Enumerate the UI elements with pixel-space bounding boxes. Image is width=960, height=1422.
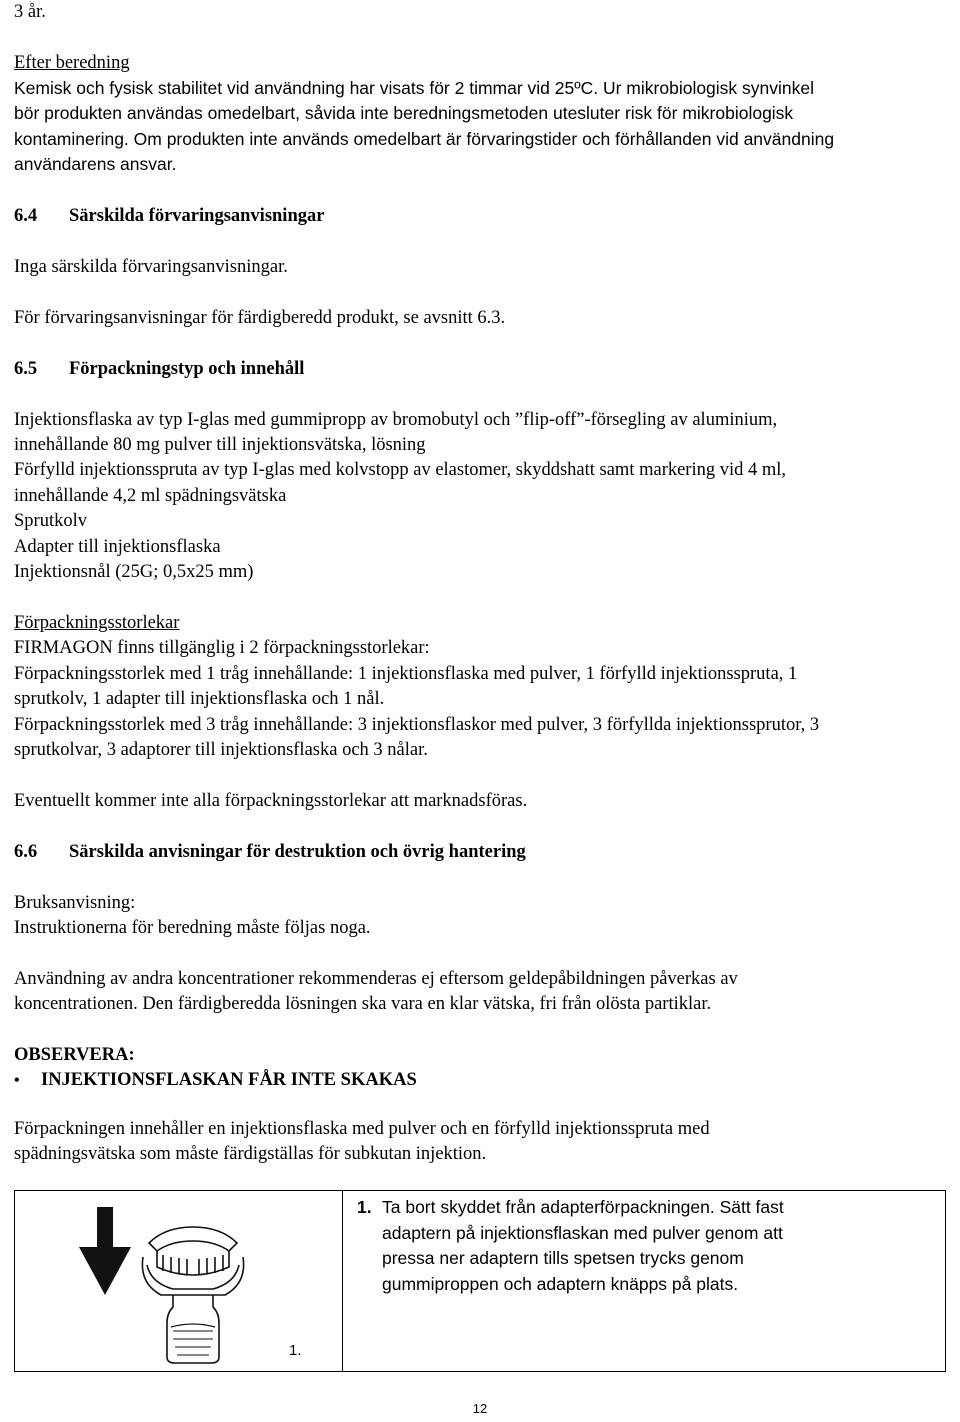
pack-line: sprutkolvar, 3 adaptorer till injektionsflaska och 3 nålar.	[14, 740, 428, 760]
sec65-line: Adapter till injektionsflaska	[14, 537, 221, 557]
after-prep-line: Kemisk och fysisk stabilitet vid användning har visats för 2 timmar vid 25ºC. Ur mikrobiologisk synvinkel	[14, 78, 815, 98]
section-number: 6.4	[14, 206, 38, 226]
warning-text: INJEKTIONSFLASKAN FÅR INTE SKAKAS	[41, 1070, 417, 1090]
section-number: 6.6	[14, 842, 38, 862]
pack-line: sprutkolv, 1 adapter till injektionsflaska och 1 nål.	[14, 689, 385, 709]
section-title: Förpackningstyp och innehåll	[69, 359, 305, 379]
vial-icon	[167, 1295, 219, 1363]
package-line: spädningsvätska som måste färdigställas för subkutan injektion.	[14, 1144, 487, 1164]
pack-sizes-heading: Förpackningsstorlekar	[14, 613, 180, 633]
step-line: Ta bort skyddet från adapterförpackningen. Sätt fast	[382, 1197, 784, 1217]
observe-label: OBSERVERA:	[14, 1045, 135, 1065]
after-prep-line: bör produkten användas omedelbart, såvida inte beredningsmetoden utesluter risk för mikrobiologisk	[14, 103, 794, 123]
sec65-line: Injektionsflaska av typ I-glas med gummipropp av bromobutyl och ”flip-off”-försegling av aluminium,	[14, 410, 778, 430]
section-6-4-heading	[14, 204, 324, 230]
step-line: pressa ner adaptern tills spetsen trycks genom	[382, 1248, 744, 1268]
step-line: adaptern på injektionsflaskan med pulver genom att	[382, 1222, 783, 1243]
section-6-5-heading	[14, 357, 304, 383]
page-number: 12	[472, 1401, 488, 1416]
pack-note: Eventuellt kommer inte alla förpackningsstorlekar att marknadsföras.	[14, 791, 528, 811]
step-number: 1.	[357, 1197, 372, 1217]
instructions-label: Bruksanvisning:	[14, 893, 136, 913]
down-arrow-icon	[79, 1207, 131, 1295]
adapter-vial-illustration	[15, 1191, 342, 1371]
section-title: Särskilda förvaringsanvisningar	[69, 206, 325, 226]
bullet-icon: •	[14, 1072, 20, 1089]
sec64-para1: Inga särskilda förvaringsanvisningar.	[14, 257, 288, 277]
step-1-table	[14, 1190, 946, 1372]
after-prep-line: användarens ansvar.	[14, 154, 177, 174]
top-line: 3 år.	[14, 2, 46, 22]
figure-label: 1.	[289, 1342, 302, 1359]
pack-line: FIRMAGON finns tillgänglig i 2 förpackningsstorlekar:	[14, 638, 430, 658]
step-line: gummiproppen och adaptern knäpps på plats.	[382, 1273, 739, 1294]
sec65-line: innehållande 4,2 ml spädningsvätska	[14, 486, 287, 506]
sec65-line: Injektionsnål (25G; 0,5x25 mm)	[14, 562, 254, 582]
sec65-line: innehållande 80 mg pulver till injektionsvätska, lösning	[14, 435, 426, 455]
step-1-instructions	[357, 1195, 937, 1305]
after-prep-line: kontaminering. Om produkten inte används omedelbart är förvaringstider och förhållanden vid användning	[14, 129, 835, 149]
after-prep-heading: Efter beredning	[14, 53, 130, 73]
warning-bullet-item	[14, 1068, 417, 1094]
instructions-text: Instruktionerna för beredning måste följas noga.	[14, 918, 371, 938]
concentration-line: koncentrationen. Den färdigberedda lösningen ska vara en klar vätska, fri från olösta partiklar.	[14, 994, 712, 1014]
section-number: 6.5	[14, 359, 38, 379]
pack-line: Förpackningsstorlek med 3 tråg innehållande: 3 injektionsflaskor med pulver, 3 förfyllda injektionssprutor, 3	[14, 715, 820, 735]
section-6-6-heading	[14, 840, 526, 866]
vial-adapter-icon	[142, 1227, 243, 1295]
concentration-line: Användning av andra koncentrationer rekommenderas ej eftersom geldepåbildningen påverkas av	[14, 969, 738, 989]
section-title: Särskilda anvisningar för destruktion och övrig hantering	[69, 842, 526, 862]
pack-line: Förpackningsstorlek med 1 tråg innehållande: 1 injektionsflaska med pulver, 1 förfylld injektionsspruta, 1	[14, 664, 798, 684]
sec65-line: Förfylld injektionsspruta av typ I-glas med kolvstopp av elastomer, skyddshatt samt markering vid 4 ml,	[14, 460, 787, 480]
sec64-para2: För förvaringsanvisningar för färdigberedd produkt, se avsnitt 6.3.	[14, 308, 506, 328]
step-1-illustration	[15, 1191, 343, 1371]
package-line: Förpackningen innehåller en injektionsflaska med pulver och en förfylld injektionsspruta med	[14, 1119, 710, 1139]
sec65-line: Sprutkolv	[14, 511, 87, 531]
